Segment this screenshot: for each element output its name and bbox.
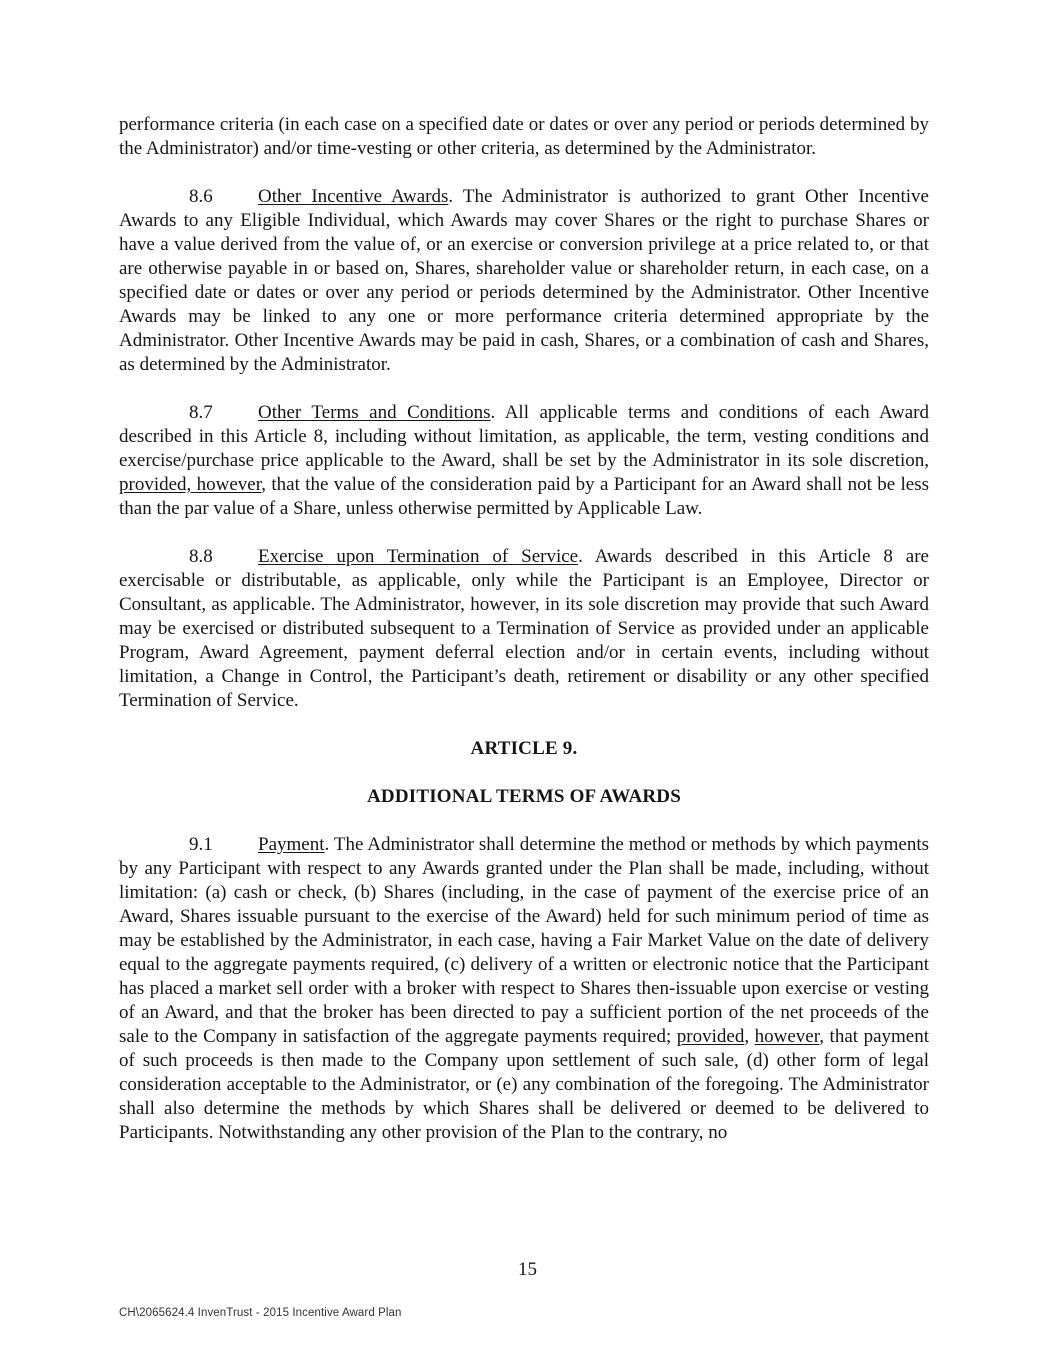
- section-title: Payment: [258, 834, 325, 855]
- document-body: [119, 113, 929, 1169]
- section-8-6: [119, 185, 929, 377]
- proviso-text: provided: [676, 1026, 745, 1047]
- intro-paragraph: performance criteria (in each case on a specified date or dates or over any period or periods determined by the Administrator) and/or time-vesting or other criteria, as determined by the Administrator.: [119, 114, 929, 159]
- section-text-continued: , that payment of such proceeds is then made to the Company upon settlement of such sale, (d) other form of legal consideration acceptable to the Administrator, or (e) any combination of the foregoing. The Administrator shall also determine the methods by which Shares shall be delivered or deemed to be delivered to Participants. Notwithstanding any other provision of the Plan to the contrary, no: [119, 1026, 929, 1143]
- section-title: Other Incentive Awards: [258, 186, 449, 207]
- page-number: 15: [518, 1259, 537, 1280]
- section-9-1: [119, 833, 929, 1145]
- article-label: ARTICLE 9.: [470, 738, 578, 759]
- document-id: CH\2065624.4 InvenTrust - 2015 Incentive Award Plan: [119, 1307, 402, 1319]
- section-text-continued: , that the value of the consideration paid by a Participant for an Award shall not be less than the par value of a Share, unless otherwise permitted by Applicable Law.: [119, 474, 929, 519]
- proviso-text: provided, however: [119, 474, 262, 495]
- section-number: 8.7: [189, 402, 213, 423]
- article-title: ADDITIONAL TERMS OF AWARDS: [366, 786, 681, 807]
- section-8-7: [119, 401, 929, 521]
- section-text: . All applicable terms and conditions of each Award described in this Article 8, including without limitation, as applicable, the term, vesting conditions and exercise/purchase price applicable to the Award, shall be set by the Administrator in its sole discretion,: [119, 402, 929, 471]
- section-number: 8.6: [189, 186, 213, 207]
- section-title: Exercise upon Termination of Service: [258, 546, 579, 567]
- section-number: 9.1: [189, 834, 213, 855]
- section-8-8: [119, 545, 929, 713]
- proviso-comma: ,: [744, 1026, 755, 1047]
- section-text: . Awards described in this Article 8 are exercisable or distributable, as applicable, only while the Participant is an Employee, Director or Consultant, as applicable. The Administrator, however, in its sole discretion may provide that such Award may be exercised or distributed subsequent to a Termination of Service as provided under an applicable Program, Award Agreement, payment deferral election and/or in certain events, including without limitation, a Change in Control, the Participant’s death, retirement or disability or any other specified Termination of Service.: [119, 546, 929, 711]
- section-title: Other Terms and Conditions: [258, 402, 491, 423]
- section-number: 8.8: [189, 546, 213, 567]
- section-text: . The Administrator shall determine the method or methods by which payments by any Participant with respect to any Awards granted under the Plan shall be made, including, without limitation: (a) cash or check, (b) Shares (including, in the case of payment of the exercise price of an Award, Shares issuable pursuant to the exercise of the Award) held for such minimum period of time as may be established by the Administrator, in each case, having a Fair Market Value on the date of delivery equal to the aggregate payments required, (c) delivery of a written or electronic notice that the Participant has placed a market sell order with a broker with respect to Shares then-issuable upon exercise or vesting of an Award, and that the broker has been directed to pay a sufficient portion of the net proceeds of the sale to the Company in satisfaction of the aggregate payments required;: [119, 834, 929, 1047]
- proviso-text: however: [754, 1026, 820, 1047]
- section-text: . The Administrator is authorized to grant Other Incentive Awards to any Eligible Individual, which Awards may cover Shares or the right to purchase Shares or have a value derived from the value of, or an exercise or conversion privilege at a price related to, or that are otherwise payable in or based on, Shares, shareholder value or shareholder return, in each case, on a specified date or dates or over any period or periods determined by the Administrator. Other Incentive Awards may be linked to any one or more performance criteria determined appropriate by the Administrator. Other Incentive Awards may be paid in cash, Shares, or a combination of cash and Shares, as determined by the Administrator.: [119, 186, 929, 375]
